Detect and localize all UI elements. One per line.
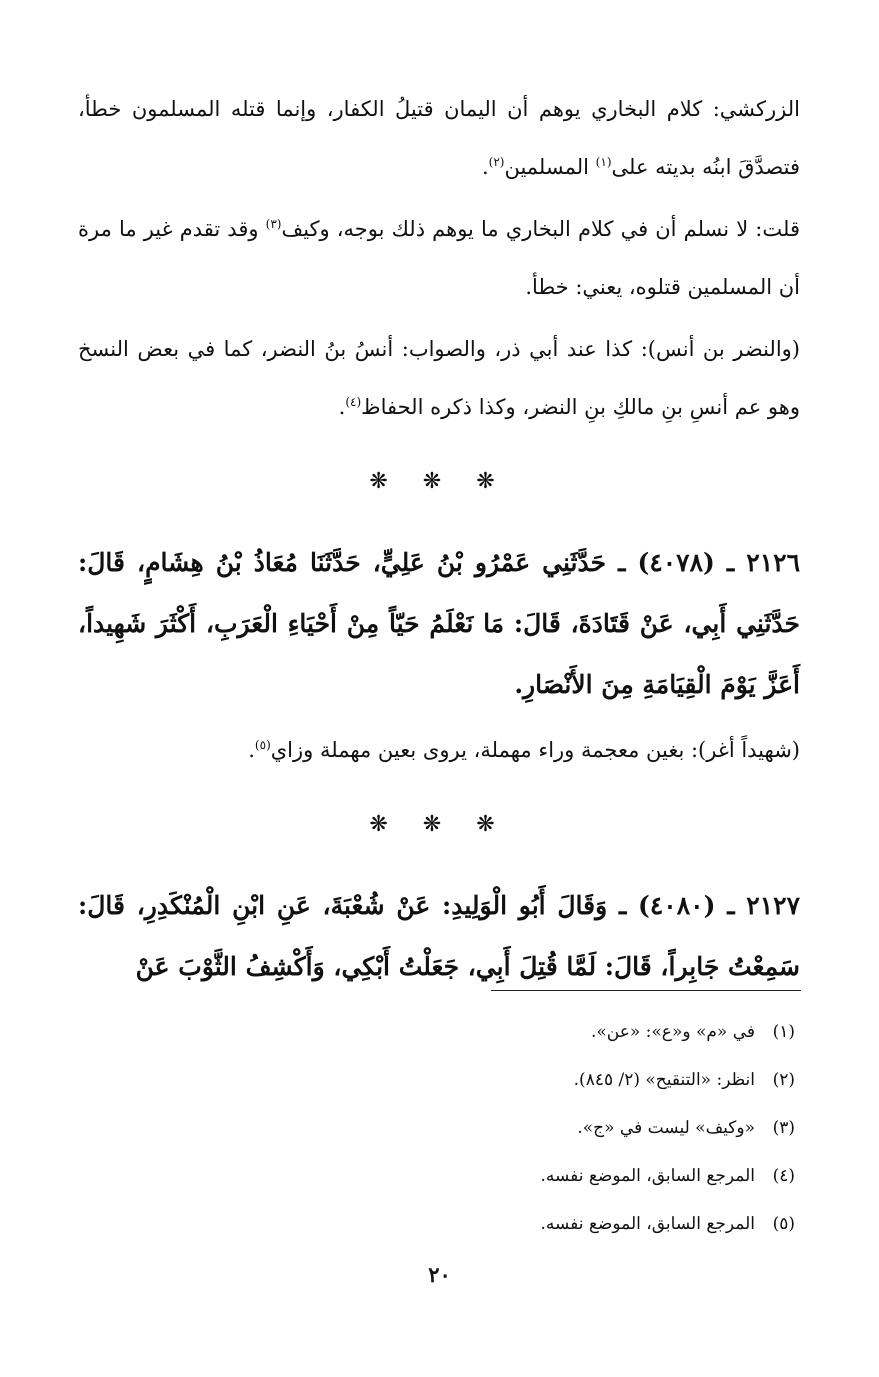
footnote-text: المرجع السابق، الموضع نفسه. bbox=[540, 1166, 755, 1186]
footnote-item bbox=[79, 1056, 795, 1104]
footnote-number: (١) bbox=[772, 1022, 795, 1042]
page-number: ٢٠ bbox=[428, 1262, 451, 1287]
footnote-number: (٥) bbox=[772, 1214, 795, 1234]
footnote-item bbox=[79, 1008, 795, 1056]
footnote-item bbox=[79, 1104, 795, 1152]
footnote-item bbox=[79, 1200, 795, 1248]
footnote-item bbox=[79, 1152, 795, 1200]
footnote-divider bbox=[491, 990, 801, 991]
section-separator: ❋ ❋ ❋ bbox=[369, 812, 509, 837]
footnote-ref-3[interactable]: (٣) bbox=[265, 217, 282, 231]
commentary-paragraph-zarkashi: الزركشي: كلام البخاري يوهم أن اليمان قتيلُ الكفار، وإنما قتله المسلمون خطأ، فتصدَّقَ ابنُه بديته على$^{(١)}$ المسلمين$^{(٢)}$. bbox=[78, 97, 800, 179]
footnote-text: في «م» و«ع»: «عن». bbox=[590, 1022, 755, 1042]
footnote-ref-4[interactable]: (٤) bbox=[345, 395, 362, 409]
footnotes-list bbox=[79, 1008, 795, 1248]
footnote-text: المرجع السابق، الموضع نفسه. bbox=[540, 1214, 755, 1234]
footnote-ref-1[interactable]: (١) bbox=[595, 155, 612, 169]
commentary-paragraph-qultu: قلت: لا نسلم أن في كلام البخاري ما يوهم ذلك بوجه، وكيف$^{(٣)}$ وقد تقدم غير ما مرة أن المسلمين قتلوه، يعني: خطأ. bbox=[78, 217, 800, 299]
commentary-paragraph-nadr: (والنضر بن أنس): كذا عند أبي ذر، والصواب: أنسُ بنُ النضر، كما في بعض النسخ وهو عم أنسِ بنِ مالكِ بنِ النضر، وكذا ذكره الحفاظ$^{(٤)}$. bbox=[78, 337, 800, 419]
hadith-2126-note: (شهيداً أغر): بغين معجمة وراء مهملة، يروى بعين مهملة وزاي$^{(٥)}$. bbox=[248, 738, 800, 762]
footnote-number: (٣) bbox=[772, 1118, 795, 1138]
footnote-text: انظر: «التنقيح» (٢/ ٨٤٥). bbox=[573, 1070, 755, 1090]
page-body bbox=[78, 80, 800, 997]
footnote-text: «وكيف» ليست في «ج». bbox=[577, 1118, 755, 1138]
footnote-number: (٤) bbox=[772, 1166, 795, 1186]
footnote-number: (٢) bbox=[772, 1070, 795, 1090]
footnote-ref-5[interactable]: (٥) bbox=[254, 738, 271, 752]
hadith-2127: ٢١٢٧ ـ (٤٠٨٠) ـ وَقَالَ أَبُو الْوَلِيدِ: عَنْ شُعْبَةَ، عَنِ ابْنِ الْمُنْكَدِرِ، قَالَ: سَمِعْتُ جَابِراً، قَالَ: لَمَّا قُتِلَ أَبِي، جَعَلْتُ أَبْكِي، وَأَكْشِفُ الثَّوْبَ عَنْ bbox=[78, 891, 800, 981]
hadith-2126: ٢١٢٦ ـ (٤٠٧٨) ـ حَدَّثَنِي عَمْرُو بْنُ عَلِيٍّ، حَدَّثَنَا مُعَاذُ بْنُ هِشَامٍ، قَالَ: حَدَّثَنِي أَبِي، عَنْ قَتَادَةَ، قَالَ: مَا نَعْلَمُ حَيّاً مِنْ أَحْيَاءِ الْعَرَبِ، أَكْثَرَ شَهِيداً، أَعَزَّ يَوْمَ الْقِيَامَةِ مِنَ الأَنْصَارِ. bbox=[78, 548, 801, 699]
section-separator: ❋ ❋ ❋ bbox=[369, 469, 509, 494]
footnote-ref-2[interactable]: (٢) bbox=[488, 155, 505, 169]
